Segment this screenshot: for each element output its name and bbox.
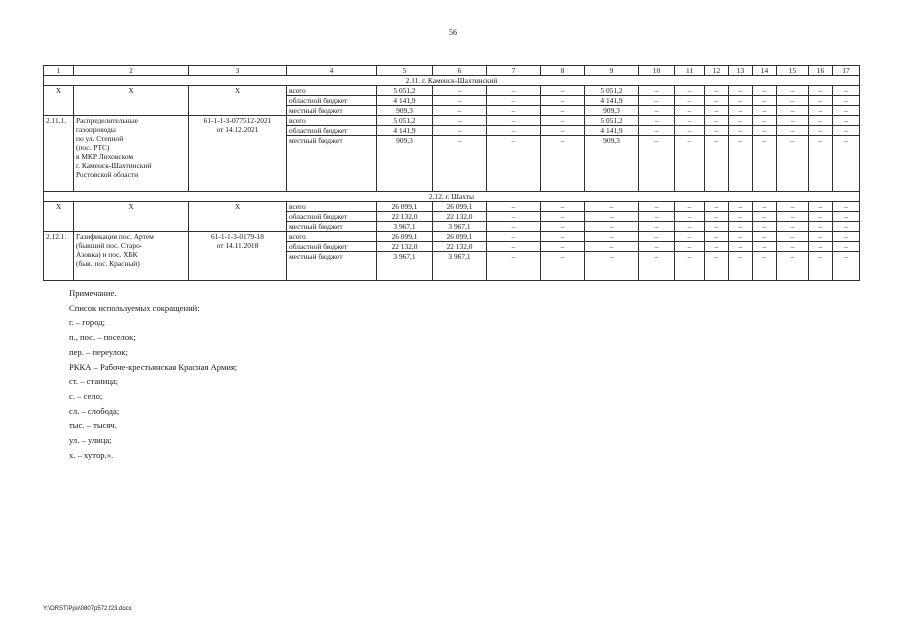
funding-source: всего (287, 202, 377, 212)
amount-cell: – (639, 232, 675, 242)
column-number: 16 (809, 66, 833, 76)
abbreviation-item: с. – село; (69, 390, 103, 401)
amount-cell: – (753, 86, 777, 96)
amount-cell: – (705, 242, 729, 252)
amount-cell: – (541, 106, 585, 116)
table-row (44, 202, 860, 212)
amount-cell: 26 099,1 (433, 202, 487, 212)
amount-cell: – (675, 96, 705, 106)
amount-cell: – (705, 252, 729, 280)
expertise-conclusion-line: 61-1-1-3-077512-2021 (203, 116, 272, 126)
amount-cell: – (753, 232, 777, 242)
amount-cell: – (639, 222, 675, 232)
amount-cell: – (729, 136, 753, 192)
abbreviation-list (69, 315, 237, 462)
abbreviation-item: пер. – переулок; (69, 346, 128, 357)
amount-cell: 5 051,2 (585, 116, 639, 126)
column-number: 6 (433, 66, 487, 76)
amount-cell: – (541, 242, 585, 252)
funding-source: областной бюджет (287, 212, 377, 222)
amount-cell: – (809, 126, 833, 136)
table-row (44, 86, 860, 96)
amount-cell: – (833, 106, 860, 116)
amount-cell: 5 051,2 (585, 86, 639, 96)
column-number: 3 (189, 66, 287, 76)
amount-cell: – (729, 212, 753, 222)
amount-cell: – (705, 136, 729, 192)
abbreviation-item: РККА – Рабоче-крестьянская Красная Армия; (69, 361, 238, 372)
amount-cell: – (833, 202, 860, 212)
object-name-line: Ростовской области (76, 170, 139, 180)
amount-cell: – (705, 202, 729, 212)
amount-cell: – (729, 96, 753, 106)
amount-cell: – (639, 252, 675, 280)
amount-cell: 22 132,0 (433, 242, 487, 252)
object-name (74, 116, 189, 192)
object-name-line: Распределительные (76, 116, 138, 126)
object-name (74, 232, 189, 280)
funding-source: местный бюджет (287, 106, 377, 116)
amount-cell: – (487, 222, 541, 232)
amount-cell: – (729, 106, 753, 116)
total-marker: Х (74, 86, 189, 116)
amount-cell: – (675, 86, 705, 96)
amount-cell: – (433, 136, 487, 192)
table-row (44, 116, 860, 126)
object-name-line: (быв. пос. Красный) (76, 259, 140, 269)
amount-cell: – (809, 86, 833, 96)
amount-cell: – (809, 252, 833, 280)
amount-cell: – (705, 126, 729, 136)
section-title-row (44, 192, 860, 202)
amount-cell: – (833, 252, 860, 280)
amount-cell: – (833, 136, 860, 192)
funding-source: областной бюджет (287, 126, 377, 136)
amount-cell: – (639, 136, 675, 192)
amount-cell: – (753, 106, 777, 116)
column-number: 17 (833, 66, 860, 76)
amount-cell: 26 099,1 (433, 232, 487, 242)
amount-cell: – (487, 96, 541, 106)
amount-cell: – (705, 86, 729, 96)
amount-cell: – (729, 86, 753, 96)
amount-cell: 4 141,9 (377, 126, 433, 136)
amount-cell: – (541, 222, 585, 232)
amount-cell: – (639, 86, 675, 96)
amount-cell: – (433, 86, 487, 96)
total-marker: Х (189, 86, 287, 116)
column-number: 13 (729, 66, 753, 76)
column-number: 2 (74, 66, 189, 76)
funding-source: областной бюджет (287, 242, 377, 252)
amount-cell: – (487, 126, 541, 136)
column-number: 4 (287, 66, 377, 76)
amount-cell: – (433, 116, 487, 126)
amount-cell: – (809, 212, 833, 222)
amount-cell: 26 099,1 (377, 202, 433, 212)
total-marker: Х (74, 202, 189, 232)
section-title: 2.12. г. Шахты (44, 192, 860, 202)
amount-cell: 3 967,1 (377, 222, 433, 232)
amount-cell: 22 132,0 (433, 212, 487, 222)
abbreviation-item: х. – хутор.». (69, 449, 114, 460)
amount-cell: – (487, 116, 541, 126)
column-number-row (44, 66, 860, 76)
amount-cell: – (487, 202, 541, 212)
abbreviation-item: сл. – слобода; (69, 405, 120, 416)
amount-cell: – (585, 202, 639, 212)
notes-subheading: Список используемых сокращений: (69, 302, 200, 313)
amount-cell: 5 051,2 (377, 116, 433, 126)
amount-cell: – (729, 222, 753, 232)
amount-cell: – (433, 126, 487, 136)
column-number: 5 (377, 66, 433, 76)
abbreviation-item: тыс. – тысяч. (69, 420, 117, 431)
amount-cell: – (777, 106, 809, 116)
object-name-line: Азовка) и пос. ХБК (76, 250, 138, 260)
amount-cell: – (833, 222, 860, 232)
column-number: 8 (541, 66, 585, 76)
amount-cell: – (487, 232, 541, 242)
amount-cell: – (777, 232, 809, 242)
object-name-line: (бывший пос. Старо- (76, 241, 143, 251)
amount-cell: – (675, 212, 705, 222)
amount-cell: 3 967,1 (433, 222, 487, 232)
amount-cell: – (639, 96, 675, 106)
amount-cell: – (541, 126, 585, 136)
abbreviation-item: п., пос. – поселок; (69, 332, 136, 343)
notes-heading: Примечание. (69, 288, 117, 298)
amount-cell: – (729, 116, 753, 126)
total-marker: Х (44, 202, 74, 232)
funding-source: всего (287, 116, 377, 126)
amount-cell: – (777, 126, 809, 136)
column-number: 10 (639, 66, 675, 76)
amount-cell: – (675, 232, 705, 242)
amount-cell: – (639, 242, 675, 252)
amount-cell: – (705, 232, 729, 242)
amount-cell: – (777, 136, 809, 192)
column-number: 11 (675, 66, 705, 76)
amount-cell: 3 967,1 (377, 252, 433, 280)
notes (69, 286, 237, 462)
amount-cell: 4 141,9 (585, 126, 639, 136)
section-title: 2.11. г. Каменск-Шахтинский (44, 76, 860, 86)
amount-cell: 26 099,1 (377, 232, 433, 242)
amount-cell: – (833, 116, 860, 126)
amount-cell: – (705, 116, 729, 126)
amount-cell: – (833, 86, 860, 96)
amount-cell: – (541, 252, 585, 280)
amount-cell: – (729, 242, 753, 252)
expertise-conclusion (189, 116, 287, 192)
amount-cell: – (753, 126, 777, 136)
amount-cell: – (705, 212, 729, 222)
amount-cell: – (541, 232, 585, 242)
amount-cell: – (705, 222, 729, 232)
amount-cell: – (675, 126, 705, 136)
item-number: 2.11.1. (44, 116, 74, 192)
amount-cell: – (433, 96, 487, 106)
amount-cell: – (753, 96, 777, 106)
abbreviation-item: г. – город; (69, 317, 106, 328)
amount-cell: 909,3 (377, 106, 433, 116)
amount-cell: – (639, 116, 675, 126)
amount-cell: – (541, 116, 585, 126)
amount-cell: – (585, 242, 639, 252)
amount-cell: – (639, 202, 675, 212)
expertise-conclusion-line: от 14.12.2021 (216, 125, 259, 135)
object-name-line: в МКР Лиховском (76, 152, 134, 162)
column-number: 12 (705, 66, 729, 76)
amount-cell: – (833, 126, 860, 136)
amount-cell: 5 051,2 (377, 86, 433, 96)
object-name-line: г. Каменск-Шахтинский (76, 161, 152, 171)
amount-cell: – (753, 116, 777, 126)
amount-cell: – (639, 212, 675, 222)
amount-cell: – (753, 136, 777, 192)
amount-cell: – (753, 212, 777, 222)
amount-cell: – (541, 202, 585, 212)
funding-source: местный бюджет (287, 222, 377, 232)
column-number: 14 (753, 66, 777, 76)
amount-cell: 22 132,0 (377, 212, 433, 222)
amount-cell: – (585, 252, 639, 280)
amount-cell: – (777, 222, 809, 232)
amount-cell: – (675, 252, 705, 280)
page-number: 56 (449, 28, 457, 37)
amount-cell: – (753, 222, 777, 232)
amount-cell: – (729, 232, 753, 242)
amount-cell: – (675, 106, 705, 116)
amount-cell: – (705, 96, 729, 106)
amount-cell: – (809, 116, 833, 126)
amount-cell: – (675, 222, 705, 232)
amount-cell: 4 141,9 (585, 96, 639, 106)
object-name-line: газопроводы (76, 125, 116, 135)
amount-cell: – (705, 106, 729, 116)
amount-cell: – (809, 242, 833, 252)
expertise-conclusion (189, 232, 287, 280)
amount-cell: – (585, 232, 639, 242)
amount-cell: – (777, 86, 809, 96)
amount-cell: – (833, 232, 860, 242)
amount-cell: – (541, 136, 585, 192)
amount-cell: – (487, 252, 541, 280)
amount-cell: 22 132,0 (377, 242, 433, 252)
abbreviation-item: ст. – станица; (69, 376, 119, 387)
funding-source: местный бюджет (287, 136, 377, 192)
amount-cell: – (809, 202, 833, 212)
amount-cell: – (729, 252, 753, 280)
amount-cell: – (487, 212, 541, 222)
amount-cell: – (541, 96, 585, 106)
amount-cell: – (833, 96, 860, 106)
funding-source: всего (287, 86, 377, 96)
amount-cell: – (729, 126, 753, 136)
amount-cell: 3 967,1 (433, 252, 487, 280)
abbreviation-item: ул. – улица; (69, 435, 112, 446)
funding-source: местный бюджет (287, 252, 377, 280)
column-number: 7 (487, 66, 541, 76)
amount-cell: – (753, 252, 777, 280)
amount-cell: – (777, 242, 809, 252)
amount-cell: 909,3 (377, 136, 433, 192)
amount-cell: – (487, 242, 541, 252)
object-name-line: по ул. Степной (76, 134, 124, 144)
amount-cell: – (487, 106, 541, 116)
amount-cell: – (639, 106, 675, 116)
amount-cell: – (541, 86, 585, 96)
amount-cell: – (809, 136, 833, 192)
amount-cell: – (585, 222, 639, 232)
total-marker: Х (44, 86, 74, 116)
amount-cell: – (585, 212, 639, 222)
object-name-line: (пос. РТС) (76, 143, 110, 153)
object-name-line: Газификация пос. Артем (76, 232, 154, 242)
amount-cell: – (753, 242, 777, 252)
amount-cell: 909,3 (585, 136, 639, 192)
expertise-conclusion-line: 61-1-1-3-0179-18 (211, 232, 264, 242)
amount-cell: – (639, 126, 675, 136)
amount-cell: – (777, 116, 809, 126)
amount-cell: – (833, 212, 860, 222)
amount-cell: – (809, 222, 833, 232)
amount-cell: – (809, 96, 833, 106)
amount-cell: – (675, 202, 705, 212)
table-row (44, 232, 860, 242)
item-number: 2.12.1. (44, 232, 74, 280)
expertise-conclusion-line: от 14.11.2018 (216, 241, 259, 251)
amount-cell: – (675, 136, 705, 192)
amount-cell: – (675, 116, 705, 126)
amount-cell: – (729, 202, 753, 212)
column-number: 15 (777, 66, 809, 76)
amount-cell: – (675, 242, 705, 252)
funding-source: областной бюджет (287, 96, 377, 106)
column-number: 1 (44, 66, 74, 76)
file-path-footer: Y:\ORST\Ppo\0807p572.f23.docx (43, 606, 132, 612)
amount-cell: 909,3 (585, 106, 639, 116)
amount-cell: – (777, 212, 809, 222)
amount-cell: – (487, 136, 541, 192)
budget-table (43, 65, 860, 281)
amount-cell: – (753, 202, 777, 212)
amount-cell: 4 141,9 (377, 96, 433, 106)
amount-cell: – (833, 242, 860, 252)
amount-cell: – (541, 212, 585, 222)
amount-cell: – (777, 96, 809, 106)
total-marker: Х (189, 202, 287, 232)
amount-cell: – (809, 232, 833, 242)
amount-cell: – (433, 106, 487, 116)
amount-cell: – (809, 106, 833, 116)
amount-cell: – (777, 252, 809, 280)
section-title-row (44, 76, 860, 86)
column-number: 9 (585, 66, 639, 76)
funding-source: всего (287, 232, 377, 242)
amount-cell: – (777, 202, 809, 212)
amount-cell: – (487, 86, 541, 96)
